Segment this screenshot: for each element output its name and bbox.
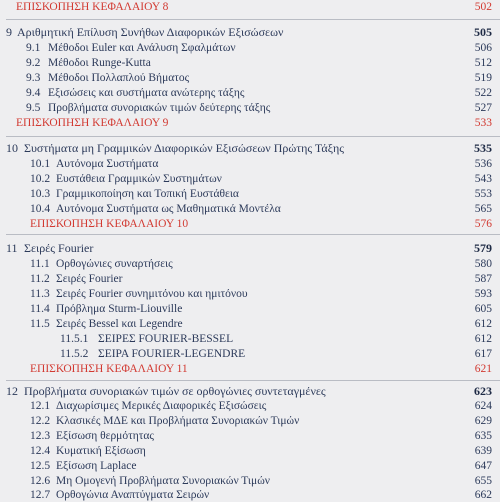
chapter-number: 12 <box>6 384 18 398</box>
page-number: 623 <box>474 384 492 398</box>
chapter-number: 10 <box>6 141 18 155</box>
page-number: 617 <box>474 348 492 360</box>
section-title: Αυτόνομα Συστήματα ως Μαθηματικά Μοντέλα <box>56 203 281 215</box>
section-title: Σειρές Bessel και Legendre <box>56 318 183 330</box>
section-title: Μέθοδοι Runge-Kutta <box>48 57 151 69</box>
page-number: 576 <box>474 218 492 230</box>
page-number: 502 <box>474 1 492 13</box>
section-number: 11.2 <box>30 273 50 285</box>
page-number: 553 <box>474 188 492 200</box>
subsection-title: ΣΕΙΡΕΣ FOURIER-BESSEL <box>98 333 234 345</box>
section-number: 12.2 <box>30 415 51 427</box>
divider <box>6 380 500 381</box>
section-number: 12.1 <box>30 400 51 412</box>
chapter-title: Συστήματα μη Γραμμικών Διαφορικών Εξισώσεων Πρώτης Τάξης <box>24 141 345 155</box>
divider <box>6 136 500 137</box>
section-title: Προβλήματα συνοριακών τιμών δεύτερης τάξης <box>48 102 271 114</box>
section-title: Μη Ομογενή Προβλήματα Συνοριακών Τιμών <box>56 475 270 487</box>
section-number: 12.4 <box>30 445 51 457</box>
page-number: 519 <box>474 72 492 84</box>
page-number: 647 <box>474 460 492 472</box>
review-label: ΕΠΙΣΚΟΠΗΣΗ ΚΕΦΑΛΑΙΟΥ 11 <box>30 363 188 375</box>
section-title: Σειρές Fourier συνημιτόνου και ημιτόνου <box>56 288 248 300</box>
page-number: 624 <box>474 400 492 412</box>
section-number: 11.1 <box>30 258 50 270</box>
section-number: 10.1 <box>30 158 51 170</box>
section-title: Ορθογώνιες συναρτήσεις <box>56 258 173 270</box>
page-number: 535 <box>474 141 492 155</box>
page-number: 662 <box>474 489 492 501</box>
page-number: 506 <box>474 42 492 54</box>
page-number: 536 <box>474 158 492 170</box>
page-number: 579 <box>474 241 492 255</box>
section-title: Διαχωρίσιμες Μερικές Διαφορικές Εξισώσεις <box>56 400 267 412</box>
chapter-title: Αριθμητική Επίλυση Συνήθων Διαφορικών Εξισώσεων <box>17 25 284 39</box>
section-title: Γραμμικοποίηση και Τοπική Ευστάθεια <box>56 188 239 200</box>
section-number: 10.3 <box>30 188 51 200</box>
section-number: 10.2 <box>30 173 51 185</box>
divider <box>6 234 500 235</box>
section-title: Ορθογώνια Αναπτύγματα Σειρών <box>56 489 210 501</box>
subsection-number: 11.5.2 <box>60 348 89 360</box>
section-title: Αυτόνομα Συστήματα <box>56 158 159 170</box>
chapter-number: 11 <box>6 241 18 255</box>
section-number: 11.4 <box>30 303 50 315</box>
section-title: Εξίσωση θερμότητας <box>56 430 154 442</box>
chapter-title: Σειρές Fourier <box>24 241 94 255</box>
page-number: 635 <box>474 430 492 442</box>
page-number: 580 <box>474 258 492 270</box>
review-label: ΕΠΙΣΚΟΠΗΣΗ ΚΕΦΑΛΑΙΟΥ 9 <box>16 117 169 129</box>
page-number: 587 <box>474 273 492 285</box>
page-number: 621 <box>474 363 492 375</box>
page-number: 612 <box>474 318 492 330</box>
page-number: 533 <box>474 117 492 129</box>
section-title: Εξίσωση Laplace <box>56 460 137 472</box>
section-title: Κυματική Εξίσωση <box>56 445 146 457</box>
page-number: 639 <box>474 445 492 457</box>
page-number: 527 <box>474 102 492 114</box>
subsection-number: 11.5.1 <box>60 333 89 345</box>
page-number: 612 <box>474 333 492 345</box>
subsection-title: ΣΕΙΡΑ FOURIER-LEGENDRE <box>98 348 246 360</box>
section-number: 9.5 <box>26 102 41 114</box>
section-number: 11.5 <box>30 318 50 330</box>
section-title: Κλασικές ΜΔΕ και Προβλήματα Συνοριακών Τιμών <box>56 415 300 427</box>
section-number: 11.3 <box>30 288 50 300</box>
section-title: Ευστάθεια Γραμμικών Συστημάτων <box>56 173 222 185</box>
section-title: Εξισώσεις και συστήματα ανώτερης τάξης <box>48 87 245 99</box>
page-number: 629 <box>474 415 492 427</box>
chapter-number: 9 <box>6 25 12 39</box>
section-number: 9.3 <box>26 72 41 84</box>
section-number: 10.4 <box>30 203 51 215</box>
review-label: ΕΠΙΣΚΟΠΗΣΗ ΚΕΦΑΛΑΙΟΥ 8 <box>16 1 169 13</box>
section-number: 9.2 <box>26 57 41 69</box>
page-number: 655 <box>474 475 492 487</box>
section-title: Μέθοδοι Euler και Ανάλυση Σφαλμάτων <box>48 42 236 54</box>
page-number: 505 <box>474 25 492 39</box>
page-number: 605 <box>474 303 492 315</box>
section-number: 12.5 <box>30 460 51 472</box>
page-number: 522 <box>474 87 492 99</box>
page-number: 543 <box>474 173 492 185</box>
page-number: 512 <box>474 57 492 69</box>
divider <box>6 19 500 20</box>
chapter-title: Προβλήματα συνοριακών τιμών σε ορθογώνιες συντεταγμένες <box>24 384 326 398</box>
page-number: 593 <box>474 288 492 300</box>
section-title: Μέθοδοι Πολλαπλού Βήματος <box>48 72 190 84</box>
section-number: 12.3 <box>30 430 51 442</box>
page-number: 565 <box>474 203 492 215</box>
section-title: Σειρές Fourier <box>56 273 123 285</box>
section-number: 9.1 <box>26 42 41 54</box>
section-number: 9.4 <box>26 87 41 99</box>
section-title: Πρόβλημα Sturm-Liouville <box>56 303 183 315</box>
review-label: ΕΠΙΣΚΟΠΗΣΗ ΚΕΦΑΛΑΙΟΥ 10 <box>30 218 189 230</box>
section-number: 12.7 <box>30 489 51 501</box>
section-number: 12.6 <box>30 475 51 487</box>
